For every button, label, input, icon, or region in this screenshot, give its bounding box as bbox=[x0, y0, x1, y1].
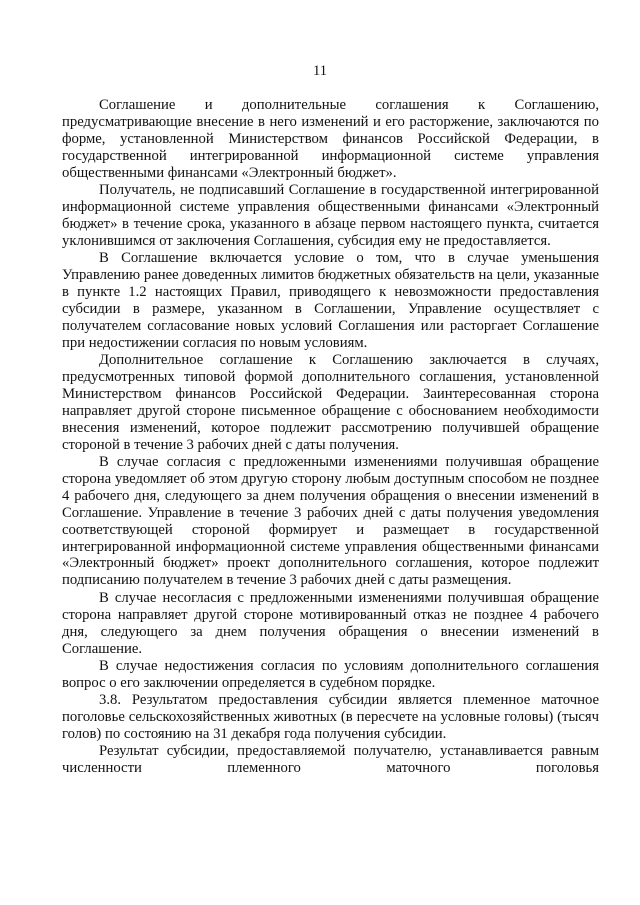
paragraph: В случае несогласия с предложенными изменениями получившая обращение сторона направляет другой стороне мотивированный отказ не позднее 4 рабочего дня, следующего за днем получения обращения о внесении изменений в Соглашение. bbox=[62, 589, 599, 657]
paragraph: Получатель, не подписавший Соглашение в государственной интегрированной информационной системе управления общественными финансами «Электронный бюджет» в течение срока, указанного в абзаце первом настоящего пункта, считается уклонившимся от заключения Соглашения, субсидия ему не предоставляется. bbox=[62, 182, 599, 249]
paragraph: Дополнительное соглашение к Соглашению заключается в случаях, предусмотренных типовой формой дополнительного соглашения, установленной Министерством финансов Российской Федерации. Заинтересованная сторона направляет другой стороне письменное обращение с обоснованием необходимости внесения изменений, которое подлежит рассмотрению получившей обращение стороной в течение 3 рабочих дней с даты получения. bbox=[62, 352, 599, 453]
paragraph: В Соглашение включается условие о том, что в случае уменьшения Управлению ранее доведенных лимитов бюджетных обязательств на цели, указанные в пункте 1.2 настоящих Правил, приводящего к невозможности предоставления субсидии в размере, указанном в Соглашении, Управление осуществляет с получателем согласование новых условий Соглашения или расторгает Соглашение при недостижении согласия по новым условиям. bbox=[62, 250, 599, 351]
paragraph: В случае недостижения согласия по условиям дополнительного соглашения вопрос о его заключении определяется в судебном порядке. bbox=[62, 657, 599, 691]
paragraph: 3.8. Результатом предоставления субсидии является племенное маточное поголовье сельскохозяйственных животных (в пересчете на условные головы) (тысяч голов) по состоянию на 31 декабря года получения субсидии. bbox=[62, 692, 599, 743]
paragraph: В случае согласия с предложенными изменениями получившая обращение сторона уведомляет об этом другую сторону любым доступным способом не позднее 4 рабочего дня, следующего за днем получения обращения о внесении изменений в Соглашение. Управление в течение 3 рабочих дней с даты получения уведомления соответствующей стороной формирует и размещает в государственной интегрированной информационной системе управления общественными финансами «Электронный бюджет» проект дополнительного соглашения, которое подлежит подписанию получателем в течение 3 рабочих дней с даты размещения. bbox=[62, 454, 599, 589]
document-body bbox=[62, 97, 599, 778]
paragraph: Соглашение и дополнительные соглашения к Соглашению, предусматривающие внесение в него изменений и его расторжение, заключаются по форме, установленной Министерством финансов Российской Федерации, в государственной интегрированной информационной системе управления общественными финансами «Электронный бюджет». bbox=[62, 97, 599, 181]
paragraph-last: Результат субсидии, предоставляемой получателю, устанавливается равным численности племенного маточного поголовья bbox=[62, 743, 599, 777]
page-number: 11 bbox=[313, 63, 327, 79]
